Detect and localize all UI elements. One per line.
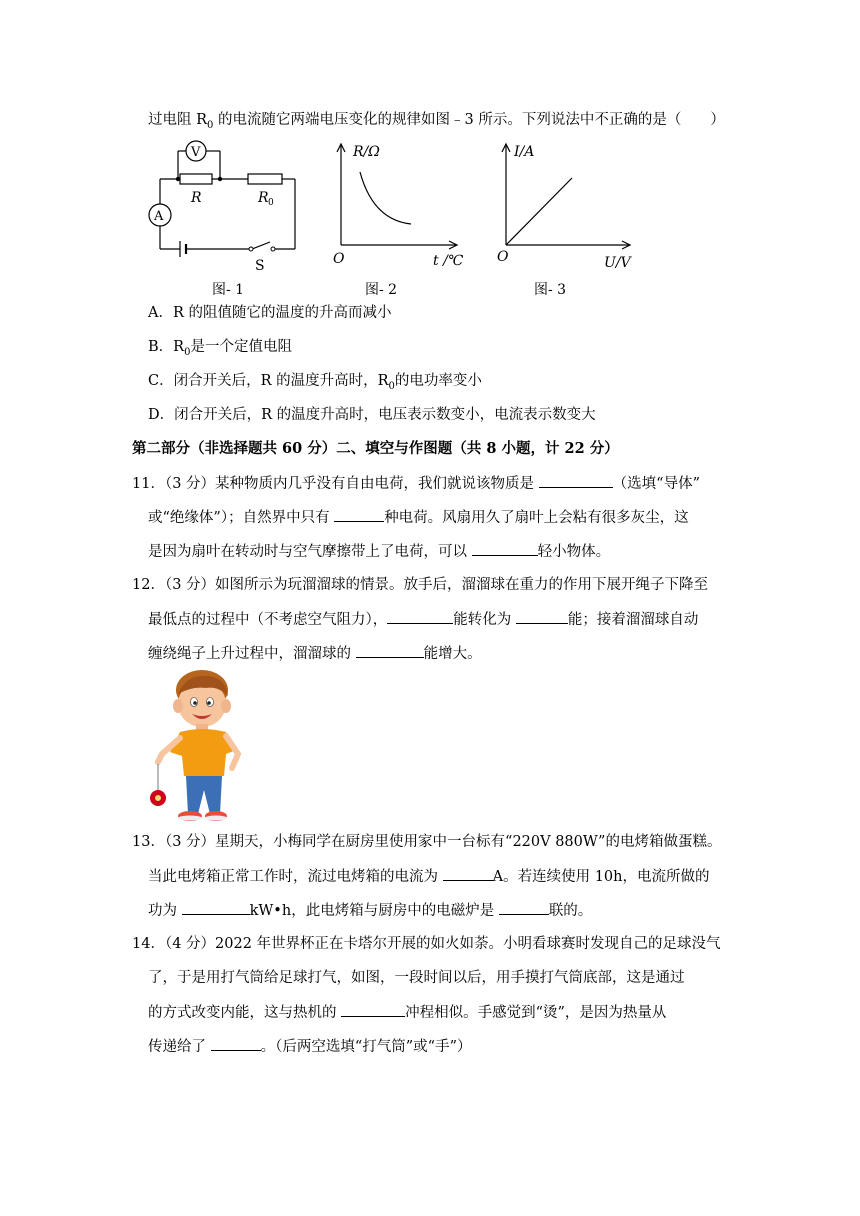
q14-text: 冲程相似。手感觉到“烫”，是因为热量从 <box>405 1005 667 1021</box>
resistor-r-label: R <box>191 190 202 206</box>
q13-text: 当此电烤箱正常工作时，流过电烤箱的电流为 <box>148 869 443 885</box>
q14-line4 <box>148 1036 472 1057</box>
fig2-ylabel: R/Ω <box>353 144 380 160</box>
q14-text: 的方式改变内能，这与热机的 <box>148 1005 342 1021</box>
q12-text: 能转化为 <box>453 612 516 628</box>
q11-text: 是因为扇叶在转动时与空气摩擦带上了电荷，可以 <box>148 544 472 560</box>
option-b-sub: 0 <box>184 346 191 358</box>
q11-blank-3[interactable] <box>472 541 538 556</box>
q13-text: kW•h，此电烤箱与厨房中的电磁炉是 <box>249 903 499 919</box>
voltmeter-label: V <box>191 145 201 160</box>
q11-text: （选填“导体” <box>612 476 700 492</box>
q11-text: 11．（3 分）某种物质内几乎没有自由电荷，我们就说该物质是 <box>132 476 539 492</box>
q12-text: 能；接着溜溜球自动 <box>567 612 699 628</box>
q13-line1: 13．（3 分）星期天，小梅同学在厨房里使用家中一台标有“220V 880W”的电烤箱做蛋糕。 <box>132 834 722 850</box>
switch-label: S <box>255 258 265 274</box>
fig3-xlabel: U/V <box>604 255 631 271</box>
q12-line2 <box>148 609 698 630</box>
q11-line2 <box>148 507 689 528</box>
i-u-line <box>506 178 572 245</box>
option-c-prefix: C．闭合开关后，R 的温度升高时，R <box>148 373 389 389</box>
q13-blank-3[interactable] <box>499 900 549 915</box>
q10-stem-sub: 0 <box>207 119 214 131</box>
q13-text: A。若连续使用 10h，电流所做的 <box>492 869 710 885</box>
option-b <box>148 337 292 363</box>
q10-stem-suffix: 的电流随它两端电压变化的规律如图﹣3 所示。下列说法中不正确的是（ ） <box>213 112 725 128</box>
r-t-curve <box>360 172 411 224</box>
option-a: A．R 的阻值随它的温度的升高而减小 <box>148 305 392 321</box>
q12-text: 缠绕绳子上升过程中，溜溜球的 <box>148 646 356 662</box>
option-b-prefix: B．R <box>148 339 185 355</box>
option-c-sub: 0 <box>388 380 395 392</box>
q12-line3 <box>148 643 482 664</box>
q14-line1: 14．（4 分）2022 年世界杯正在卡塔尔开展的如火如荼。小明看球赛时发现自己的足球没气 <box>132 936 721 952</box>
q14-line2: 了，于是用打气筒给足球打气，如图，一段时间以后，用手摸打气筒底部，这是通过 <box>148 970 685 986</box>
q12-line1: 12．（3 分）如图所示为玩溜溜球的情景。放手后，溜溜球在重力的作用下展开绳子下降至 <box>132 577 709 593</box>
fig2-xlabel: t /℃ <box>433 253 464 269</box>
q11-text: 轻小物体。 <box>537 544 611 560</box>
r-t-graph <box>325 132 475 302</box>
section-header: 第二部分（非选择题共 60 分）二、填空与作图题（共 8 小题，计 22 分） <box>132 440 619 457</box>
q11-blank-2[interactable] <box>334 507 384 522</box>
q14-blank-1[interactable] <box>341 1002 405 1017</box>
option-c-suffix: 的电功率变小 <box>394 373 482 389</box>
option-d: D．闭合开关后，R 的温度升高时，电压表示数变小，电流表示数变大 <box>148 407 596 423</box>
q13-text: 功为 <box>148 903 182 919</box>
resistor-r <box>180 174 212 184</box>
circuit-figure <box>140 132 300 302</box>
q10-stem-prefix: 过电阻 R <box>148 112 208 128</box>
q13-blank-1[interactable] <box>443 866 493 881</box>
q14-blank-2[interactable] <box>211 1036 261 1051</box>
i-u-graph <box>492 132 652 302</box>
resistor-r0-sub: 0 <box>268 198 274 208</box>
fig3-ylabel: I/A <box>514 144 535 160</box>
q14-text: 传递给了 <box>148 1039 211 1055</box>
q11-line1 <box>132 473 700 494</box>
q13-line2 <box>148 866 709 887</box>
resistor-r0-label: R <box>258 190 269 206</box>
option-c <box>148 371 482 397</box>
q12-blank-1[interactable] <box>387 609 453 624</box>
ammeter-label: A <box>154 209 164 224</box>
q12-text: 能增大。 <box>423 646 482 662</box>
fig3-origin: O <box>497 249 509 265</box>
q14-text: 。（后两空选填“打气筒”或“手”） <box>260 1039 472 1055</box>
fig1-caption: 图- 1 <box>212 282 245 298</box>
q13-text: 联的。 <box>548 903 593 919</box>
q11-text: 或“绝缘体”）；自然界中只有 <box>148 510 335 526</box>
q12-blank-3[interactable] <box>356 643 424 658</box>
q11-text: 种电荷。风扇用久了扇叶上会粘有很多灰尘，这 <box>384 510 689 526</box>
q14-line3 <box>148 1002 666 1023</box>
option-b-suffix: 是一个定值电阻 <box>190 339 292 355</box>
q12-text: 最低点的过程中（不考虑空气阻力）， <box>148 612 388 628</box>
q11-line3 <box>148 541 610 562</box>
fig2-origin: O <box>333 251 345 267</box>
yoyo-boy-illustration <box>140 668 265 826</box>
fig3-caption: 图- 3 <box>534 282 567 298</box>
fig2-caption: 图- 2 <box>365 282 398 298</box>
q13-blank-2[interactable] <box>182 900 250 915</box>
q13-line3 <box>148 900 592 921</box>
resistor-r0 <box>248 174 282 184</box>
q12-blank-2[interactable] <box>516 609 568 624</box>
q11-blank-1[interactable] <box>539 473 613 488</box>
